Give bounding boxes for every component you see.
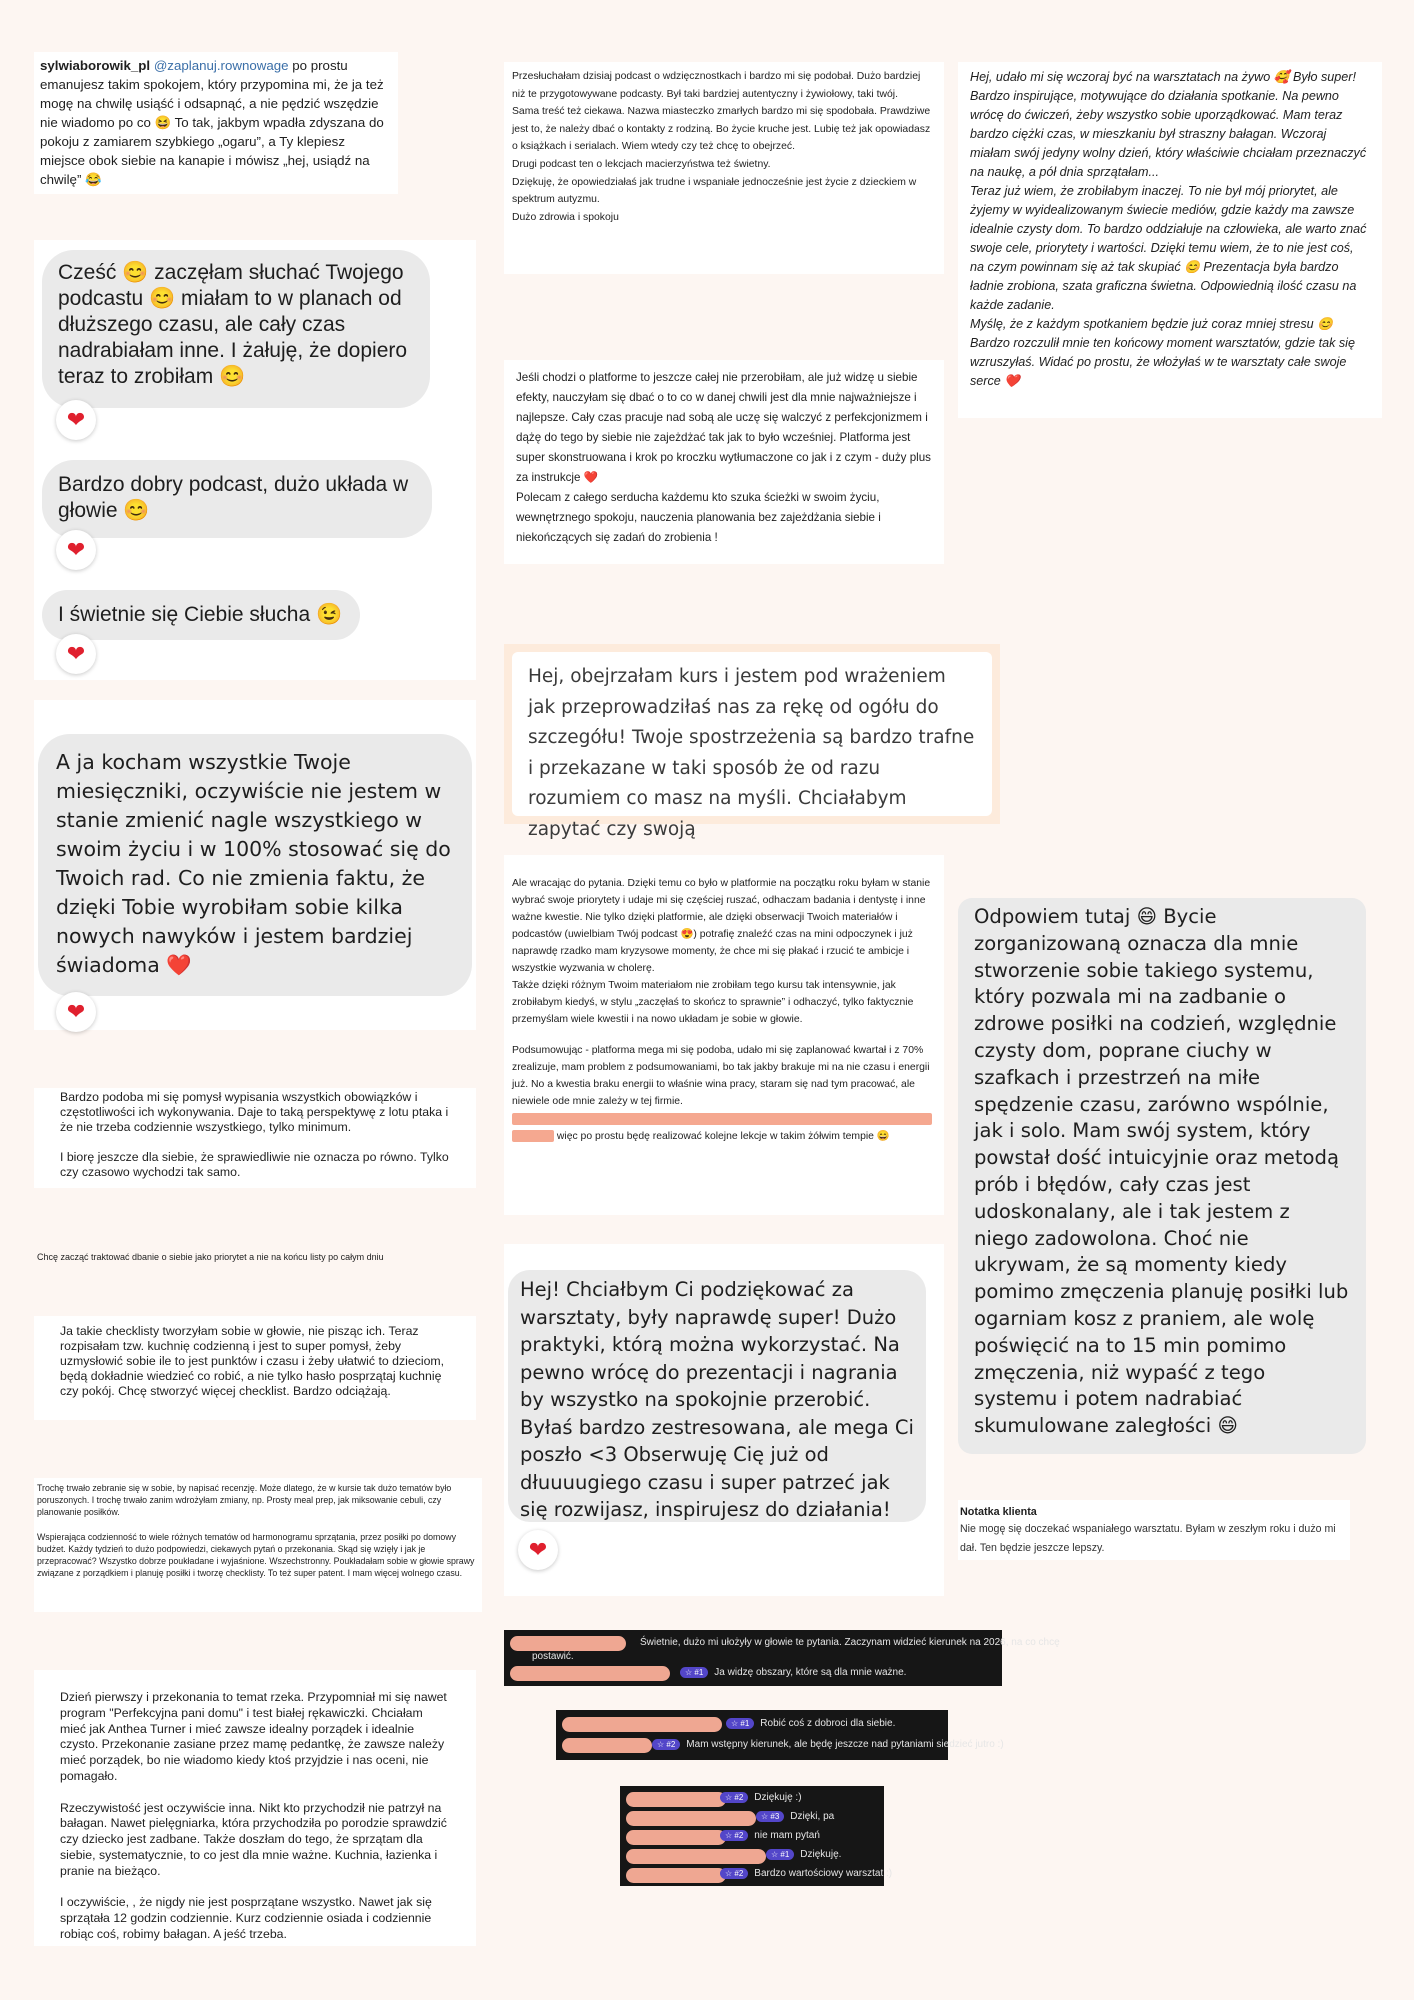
chat-message-text: nie mam pytań (754, 1830, 820, 1842)
client-note-text: Nie mogę się doczekać wspaniałego warsztatu. Byłam w zeszłym roku i dużo mi dał. Ten będzie jeszcze lepszy. (960, 1523, 1336, 1554)
chat-message-text: Dziękuję. (800, 1849, 842, 1861)
badge-tag: ☆ #1 (680, 1667, 708, 1678)
heart-reaction-icon[interactable]: ❤ (518, 1530, 558, 1570)
badge-tag: ☆ #1 (726, 1718, 754, 1729)
review-card-platform: Jeśli chodzi o platforme to jeszcze całej nie przerobiłam, ale już widzę u siebie efekty, nauczyłam się dbać o to co w danej chwili jest dla mnie najważniejsze i najlepsze. Cały czas pracuje nad sobą ale uczę się walczyć z perfekcjonizmem i dążę do tego by siebie nie zajeżdżać tak jak to było wcześniej. Platforma jest super skonstruowana i krok po kroczku wytłumaczone co jak i z czym - duży plus za instrukcje ❤️ Polecam z całego serducha każdemu kto szuka ścieżki w swoim życiu, wewnętrznego spokoju, nauczenia planowania bez zajeżdżania siebie i niekończących się zadań do zrobienia ! (504, 360, 944, 564)
chat-message-text: Dzięki, pa (790, 1811, 835, 1823)
chat-message (680, 1667, 906, 1678)
chat-message: postawić. (532, 1651, 574, 1662)
redacted-name-bar (562, 1717, 722, 1732)
chat-bubble: I świetnie się Ciebie słucha 😉 (42, 590, 360, 640)
badge-tag: ☆ #2 (720, 1792, 748, 1803)
chat-message-course: Hej, obejrzałam kurs i jestem pod wrażeniem jak przeprowadziłaś nas za rękę od ogółu do szczegółu! Twoje spostrzeżenia są bardzo trafne i przekazane w taki sposób że od razu rozumiem co masz na myśli. Chciałabym zapytać czy swoją (512, 652, 992, 816)
chat-message-text: Mam wstępny kierunek, ale będę jeszcze nad pytaniami siedzieć jutro :) (686, 1739, 1004, 1751)
chat-message (720, 1830, 820, 1841)
chat-message (652, 1739, 1004, 1750)
chat-message-text: Dziękuję :) (754, 1792, 802, 1804)
chat-screenshot-course (504, 644, 1000, 840)
chat-bubble: Odpowiem tutaj 😄 Bycie zorganizowaną oznacza dla mnie stworzenie sobie takiego systemu, który pozwala mi na zadbanie o zdrowe posiłki na codzień, względnie czysty dom, poprane ciuchy w szafkach i przestrzeń na miłe spędzenie czasu, zarówno wspólnie, jak i solo. Mam swój system, który powstał dość intuicyjnie oraz metodą prób i błędów, cały czas jest udoskonalany, ale i tak jestem z niego zadowolona. Choć nie ukrywam, że są momenty kiedy pomimo zmęczenia planuję posiłki lub ogarniam kosz z praniem, ale wolę poświęcić na to 15 min pomimo zmęczenia, niż wypaść z tego systemu i potem nadrabiać skumulowane zaległości 😄 (958, 898, 1366, 1454)
review-paragraph: Myślę, że z każdym spotkaniem będzie już coraz mniej stresu 😊 Bardzo rozczulił mnie ten końcowy moment warsztatów, gdzie tak się wzruszyłaś. Widać po prostu, że włożyłaś w te warsztaty całe swoje serce ❤️ (970, 317, 1355, 388)
badge-tag: ☆ #2 (720, 1830, 748, 1841)
instagram-comment-card (34, 52, 398, 194)
badge-tag: ☆ #1 (766, 1849, 794, 1860)
review-paragraph: Teraz już wiem, że zrobiłabym inaczej. To nie był mój priorytet, ale żyjemy w wyidealizowanym świecie mediów, gdzie każdy ma zawsze idealnie czysty dom. To bardzo oddziałuje na człowieka, ale warto znać swoje cele, priorytety i wartości. Dzięki temu wiem, że to nie jest coś, na czym powinnam się aż tak skupiać 😊 Prezentacja była bardzo ładnie zrobiona, szata graficzna świetna. Odpowiednią ilość czasu na każde zadanie. (970, 184, 1367, 312)
redacted-text-bar (512, 1130, 554, 1142)
chat-bubble: Bardzo dobry podcast, dużo układa w głowie 😊 (42, 460, 432, 538)
review-card-priority: Chcę zacząć traktować dbanie o siebie jako priorytet a nie na końcu listy po całym dniu (37, 1252, 384, 1262)
review-paragraph: Ale wracając do pytania. Dzięki temu co było w platformie na początku roku byłam w stanie wybrać swoje priorytety i udaje mi się częściej ruszać, odhaczam badania i dentystę i inne ważne kwestie. Nie tylko dzięki platformie, ale dzięki obserwacji Twoich materiałów i podcastów (uwielbiam Twój podcast 😍) potrafię znaleźć czas na mini odpoczynek i już naprawdę rzadko mam kryzysowe momenty, że chce mi się płakać i rzucić te ambicje i wszystkie wyzwania w cholerę. (512, 878, 931, 974)
review-paragraph: Hej, udało mi się wczoraj być na warsztatach na żywo 🥰 Było super! Bardzo inspirujące, motywujące do działania spotkanie. Na pewno wrócę do ćwiczeń, żeby wszystko sobie uporządkować. Mam teraz bardzo ciężki czas, w mieszkaniu był straszny bałagan. Wczoraj miałam swój jedyny wolny dzień, który właściwie chciałam przeznaczyć na naukę, a pół dnia sprzątałam... (970, 70, 1367, 179)
dark-chat-screenshot (504, 1630, 1060, 1686)
review-card-checklists: Ja takie checklisty tworzyłam sobie w głowie, nie pisząc ich. Teraz rozpisałam tzw. kuchnię codzienną i jest to super pomysł, żeby uzmysłowić sobie ile to jest punktów i czasu i żeby ułatwić to dzieciom, będą dokładnie wiedzieć co robić, a nie tylko hasło posprzątaj kuchnię czy pokój. Chcę stworzyć więcej checklist. Bardzo odciążają. (34, 1316, 476, 1420)
review-paragraph: Także dzięki różnym Twoim materiałom nie zrobiłam tego kursu tak intensywnie, jak zrobiłabym kiedyś, w stylu „zaczęłaś to skończ to sprawnie” i odhaczyć, tylko faktycznie przemyślam wiele kwestii i na nowo układam je sobie w głowie. (512, 980, 914, 1025)
review-card-return (504, 855, 944, 1215)
chat-message-text: Robić coś z dobroci dla siebie. (760, 1718, 896, 1730)
dark-chat-screenshot (556, 1710, 1004, 1760)
client-note-card (958, 1500, 1350, 1560)
badge-tag: ☆ #2 (652, 1739, 680, 1750)
chat-message (720, 1868, 892, 1879)
redacted-name-bar (626, 1792, 726, 1807)
dark-chat-screenshot (620, 1786, 893, 1886)
heart-reaction-icon[interactable]: ❤ (56, 992, 96, 1032)
badge-tag: ☆ #2 (720, 1868, 748, 1879)
chat-message-text: Bardzo wartościowy warsztat :) (754, 1868, 893, 1880)
redacted-name-bar (510, 1666, 670, 1681)
chat-bubble: Hej! Chciałbym Ci podziękować za warsztaty, były naprawdę super! Dużo praktyki, którą można wykorzystać. Na pewno wrócę do prezentacji i nagrania by wszystko na spokojnie przerobić. Byłaś bardzo zestresowana, ale mega Ci poszło <3 Obserwuję Cię już od dłuuuugiego czasu i super patrzeć jak się rozwijasz, inspirujesz do działania! (508, 1270, 926, 1522)
review-paragraph: Podsumowując - platforma mega mi się podoba, udało mi się zaplanować kwartał i z 70% zrealizuje, mam problem z podsumowaniami, bo tak jakby brakuje mi na nie czasu i energii już. No a kwestia braku energii to właśnie wina pracy, staram się nad tym pracować, ale niewiele ode mnie zależy w tej firmie. (512, 1045, 930, 1107)
review-card-podcast: Przesłuchałam dzisiaj podcast o wdzięcznostkach i bardzo mi się podobał. Dużo bardziej niż te przygotowywane podcasty. Był taki bardziej autentyczny i żywiołowy, taki twój. Sama treść też ciekawa. Nazwa miasteczko zmarłych bardzo mi się spodobała. Prawdziwe jest to, że należy dbać o kontakty z rodziną. Bo życie kruche jest. Lubię też jak opowiadasz o książkach i serialach. Wiem wtedy czy też chcę to obejrzeć. Drugi podcast ten o lekcjach macierzyństwa też świetny. Dziękuję, że opowiedziałaś jak trudne i wspaniałe jednocześnie jest życie z dzieckiem w spektrum autyzmu. Dużo zdrowia i spokoju (504, 62, 944, 274)
chat-message (726, 1718, 895, 1729)
chat-message (766, 1849, 841, 1860)
chat-bubble: Cześć 😊 zaczęłam słuchać Twojego podcastu 😊 miałam to w planach od dłuższego czasu, ale cały czas nadrabiałam inne. I żałuję, że dopiero teraz to zrobiłam 😊 (42, 250, 430, 408)
redacted-name-bar (626, 1830, 726, 1845)
client-note-title: Notatka klienta (960, 1506, 1037, 1518)
heart-reaction-icon[interactable]: ❤ (56, 400, 96, 440)
badge-tag: ☆ #3 (756, 1811, 784, 1822)
chat-message: Świetnie, dużo mi ułożyły w głowie te pytania. Zaczynam widzieć kierunek na 2026, na co chcę (640, 1637, 1060, 1648)
chat-bubble: A ja kocham wszystkie Twoje miesięczniki, oczywiście nie jestem w stanie zmienić nagle wszystkiego w swoim życiu i w 100% stosować się do Twoich rad. Co nie zmienia faktu, że dzięki Tobie wyrobiłam sobie kilka nowych nawyków i jestem bardziej świadoma ❤️ (38, 734, 472, 996)
redacted-name-bar (626, 1811, 756, 1826)
redacted-name-bar (562, 1738, 652, 1753)
redacted-name-bar (510, 1636, 626, 1651)
redacted-name-bar (626, 1849, 766, 1864)
comment-mention[interactable]: @zaplanuj.rownowage (153, 58, 289, 73)
chat-message (720, 1792, 802, 1803)
review-card-course-review: Trochę trwało zebranie się w sobie, by napisać recenzję. Może dlatego, że w kursie tak dużo tematów było poruszonych. I trochę trwało zanim wdrożyłam zmiany, np. Prosty meal prep, jak miksowanie cebuli, czy planowanie posiłków. Wspierająca codzienność to wiele różnych tematów od harmonogramu sprzątania, przez posiłki po domowy budżet. Każdy tydzień to dużo podpowiedzi, ciekawych pytań o przekonania. Skąd się wzięły i jak je przepracować? Wszystko dobrze poukładane i wyjaśnione. Wszechstronny. Poukładałam sobie w głowie sprawy związane z porządkiem i planuję posiłki i tworzę checklisty. To też super patent. I mam więcej wolnego czasu. (34, 1478, 482, 1612)
chat-message-text: Ja widzę obszary, które są dla mnie ważne. (714, 1667, 907, 1679)
chat-message (756, 1811, 834, 1822)
comment-username[interactable]: sylwiaborowik_pl (40, 58, 151, 73)
review-card-live-workshop (958, 62, 1382, 418)
review-paragraph: więc po prostu będę realizować kolejne lekcje w takim żółwim tempie 😄 (554, 1131, 890, 1142)
redacted-text-bar (512, 1113, 932, 1125)
heart-reaction-icon[interactable]: ❤ (56, 530, 96, 570)
heart-reaction-icon[interactable]: ❤ (56, 634, 96, 674)
comment-text: po prostu emanujesz takim spokojem, który przypomina mi, że ja też mogę na chwilę usiąść i odsapnąć, a nie pędzić wszędzie nie wiadomo po co 😆 To tak, jakbym wpadła zdyszana do pokoju z zamiarem szybkiego „ogaru”, a Ty klepiesz miejsce obok siebie na kanapie i mówisz „hej, usiądź na chwilę” 😂 (40, 58, 384, 187)
review-card-perfection: Dzień pierwszy i przekonania to temat rzeka. Przypomniał mi się nawet program "Perfekcyjna pani domu" i test białej rękawiczki. Chciałam mieć jak Anthea Turner i mieć zawsze idealny porządek i idealnie czysto. Przekonanie zasiane przez mamę pedantkę, że zawsze należy mieć porządek, bo nie wiadomo kiedy ktoś przyjdzie i nas oceni, nie pomagało. Rzeczywistość jest oczywiście inna. Nikt kto przychodził nie patrzył na bałagan. Nawet pielęgniarka, która przychodziła po porodzie sprawdzić czy dziecko jest zadbane. Także doszłam do tego, że sprzątam dla siebie, systematycznie, to co jest dla mnie ważne. Kuchnia, łazienka i pranie na bieżąco. I oczywiście, , że nigdy nie jest posprzątane wszystko. Nawet jak się sprzątała 12 godzin codziennie. Kurz codziennie osiada i codziennie robiąc coś, robimy bałagan. A jeść trzeba. (34, 1670, 476, 1946)
review-card-duties: Bardzo podoba mi się pomysł wypisania wszystkich obowiązków i częstotliwości ich wykonywania. Daje to taką perspektywę z lotu ptaka i że nie trzeba codziennie wszystkiego, tylko minimum. I biorę jeszcze dla siebie, że sprawiedliwie nie oznacza po równo. Tylko czy czasowo wychodzi tak samo. (34, 1088, 476, 1188)
redacted-name-bar (626, 1868, 726, 1883)
